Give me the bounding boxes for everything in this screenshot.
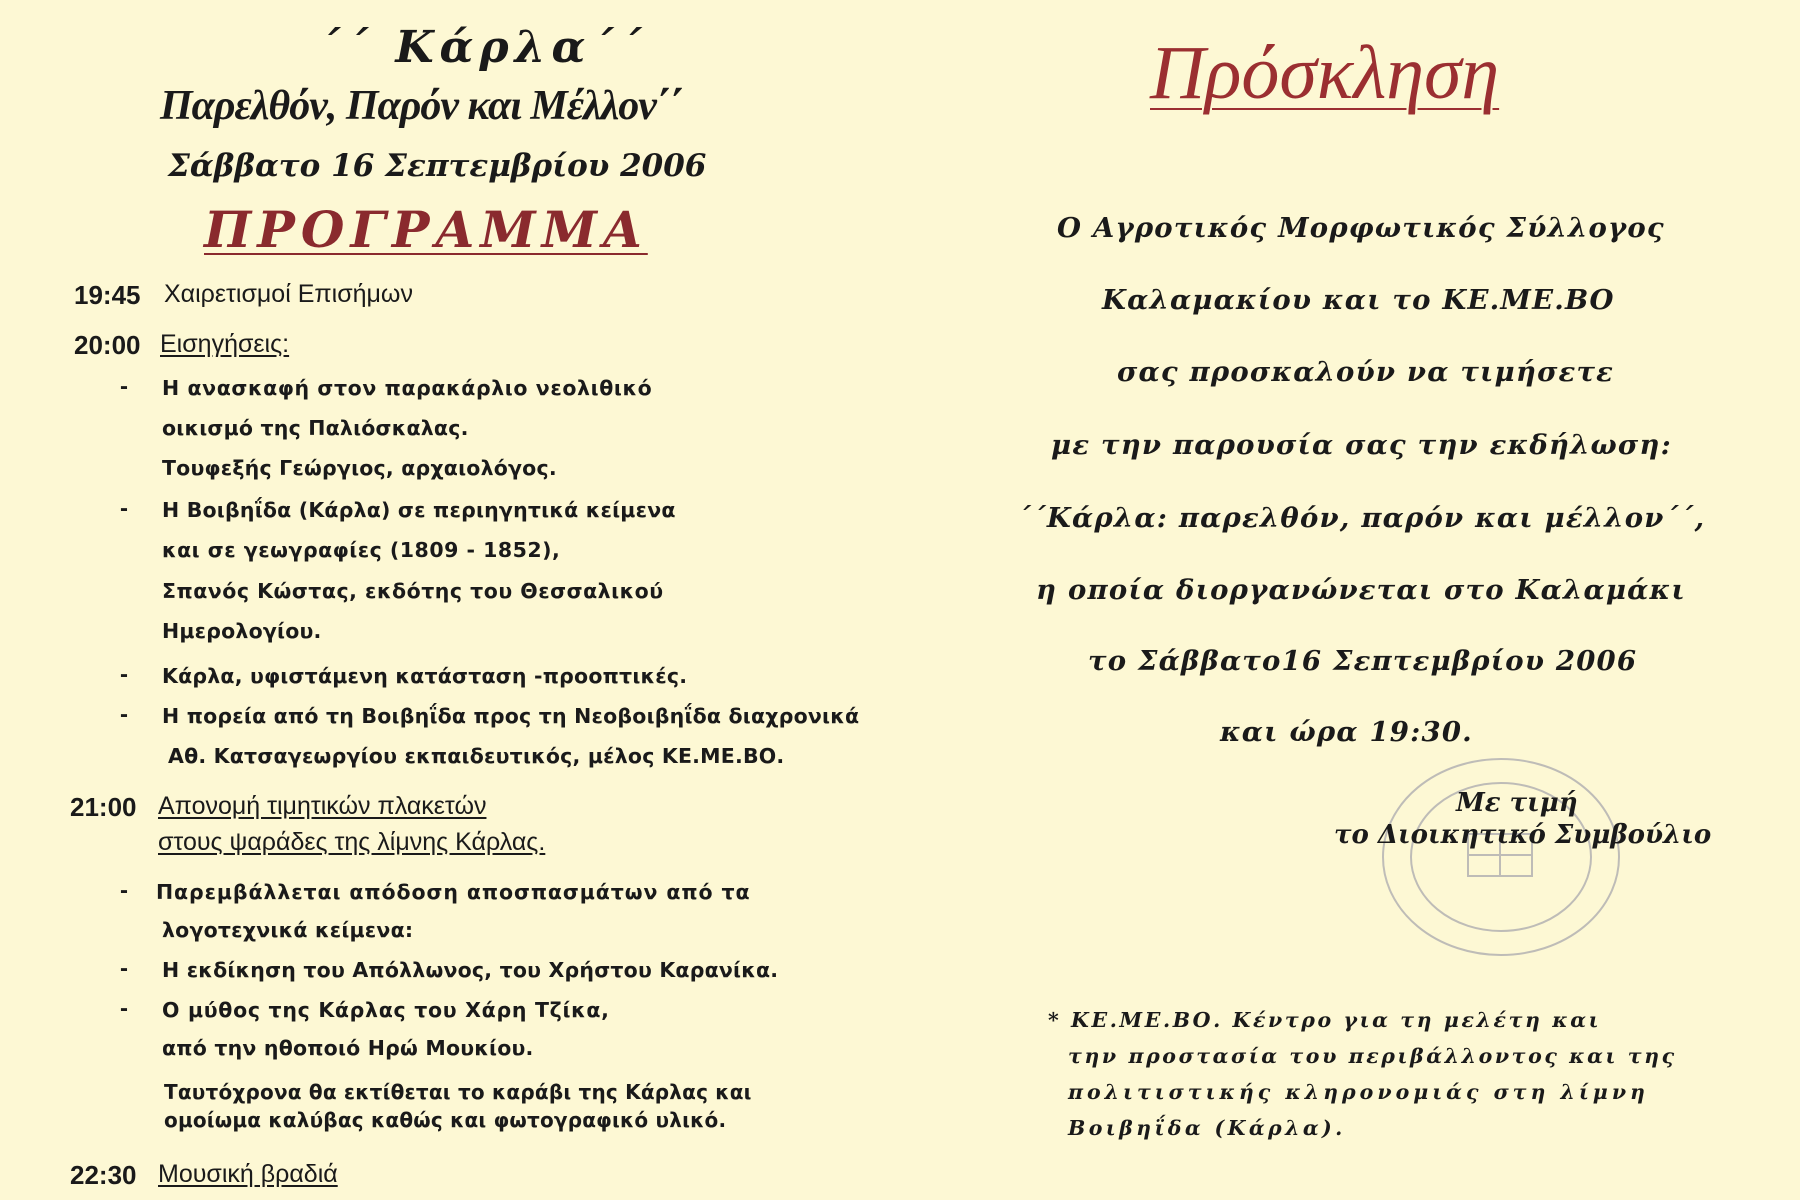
invitation-event-name: ΄΄Κάρλα: παρελθόν, παρόν και μέλλον΄΄, [1017,502,1706,534]
time-2230: 22:30 [70,1160,137,1190]
signature-line2: το Διοικητικό Συμβούλιο [1334,820,1712,850]
bullet: - [120,995,128,1022]
exhibit-note-line2: ομοίωμα καλύβας καθώς και φωτογραφικό υλικό. [164,1108,727,1132]
item-line: Η ανασκαφή στον παρακάρλιο νεολιθικό [162,376,653,400]
association-stamp-icon [1376,752,1626,962]
invitation-date: το Σάββατο16 Σεπτεμβρίου 2006 [1088,645,1638,677]
footnote-line: πολιτιστικής κληρονομιάς στη λίμνη [1068,1080,1649,1104]
invitation-line: Ο Αγροτικός Μορφωτικός Σύλλογος [1057,212,1665,244]
entry-2230: Μουσική βραδιά [158,1160,338,1188]
bullet: - [120,701,128,728]
bullet: - [120,877,128,904]
item-line: Παρεμβάλλεται απόδοση αποσπασμάτων από τα [156,880,751,904]
program-date: Σάββατο 16 Σεπτεμβρίου 2006 [168,148,707,184]
item-line: Η πορεία από τη Βοιβηΐδα προς τη Νεοβοιβηΐδα διαχρονικά [162,704,860,728]
item-line: από την ηθοποιό Ηρώ Μουκίου. [162,1036,534,1060]
bullet: - [120,661,128,688]
program-title-line2: Παρελθόν, Παρόν και Μέλλον΄΄ [160,83,682,129]
invitation-time: και ώρα 19:30. [1220,716,1473,748]
entry-2100-line2: στους ψαράδες της λίμνης Κάρλας. [158,828,546,856]
bullet: - [120,495,128,522]
time-2100: 21:00 [70,792,137,822]
item-line: Τουφεξής Γεώργιος, αρχαιολόγος. [162,456,557,480]
entry-2100-line1: Απονομή τιμητικών πλακετών [158,792,487,820]
bullet: - [120,373,128,400]
item-line: Κάρλα, υφιστάμενη κατάσταση -προοπτικές. [162,664,688,688]
item-line: Η εκδίκηση του Απόλλωνος, του Χρήστου Καρανίκα. [162,958,779,982]
time-1945: 19:45 [74,280,141,310]
bullet: - [120,955,128,982]
signature-line1: Με τιμή [1456,788,1578,818]
time-2000: 20:00 [74,330,141,360]
item-line: λογοτεχνικά κείμενα: [162,918,414,942]
invitation-line: σας προσκαλούν να τιμήσετε [1117,356,1615,388]
item-line: και σε γεωγραφίες (1809 - 1852), [162,538,561,562]
invitation-line: Καλαμακίου και το ΚΕ.ΜΕ.ΒΟ [1102,284,1615,316]
item-line: Σπανός Κώστας, εκδότης του Θεσσαλικού [162,579,664,603]
invitation-line: με την παρουσία σας την εκδήλωση: [1051,429,1672,461]
invitation-line: η οποία διοργανώνεται στο Καλαμάκι [1036,574,1686,606]
program-heading: ΠΡΟΓΡΑΜΜΑ [204,200,648,259]
item-line: Η Βοιβηΐδα (Κάρλα) σε περιηγητικά κείμενα [162,498,676,522]
program-title-line1: ΄΄ Κάρλα΄΄ [318,22,648,73]
item-line: οικισμό της Παλιόσκαλας. [162,416,469,440]
item-line: Ο μύθος της Κάρλας του Χάρη Τζίκα, [162,998,610,1022]
invitation-title: Πρόσκληση [1150,31,1500,115]
entry-2000: Εισηγήσεις: [160,330,290,358]
footnote-line: την προστασία του περιβάλλοντος και της [1068,1044,1677,1068]
footnote-line: Βοιβηΐδα (Κάρλα). [1068,1116,1346,1140]
exhibit-note-line1: Ταυτόχρονα θα εκτίθεται το καράβι της Κάρλας και [164,1080,752,1104]
item-line: Αθ. Κατσαγεωργίου εκπαιδευτικός, μέλος ΚΕ.ΜΕ.ΒΟ. [168,744,785,768]
item-line: Ημερολογίου. [162,619,322,643]
footnote-line: * ΚΕ.ΜΕ.ΒΟ. Κέντρο για τη μελέτη και [1048,1008,1602,1032]
entry-1945: Χαιρετισμοί Επισήμων [164,280,413,308]
